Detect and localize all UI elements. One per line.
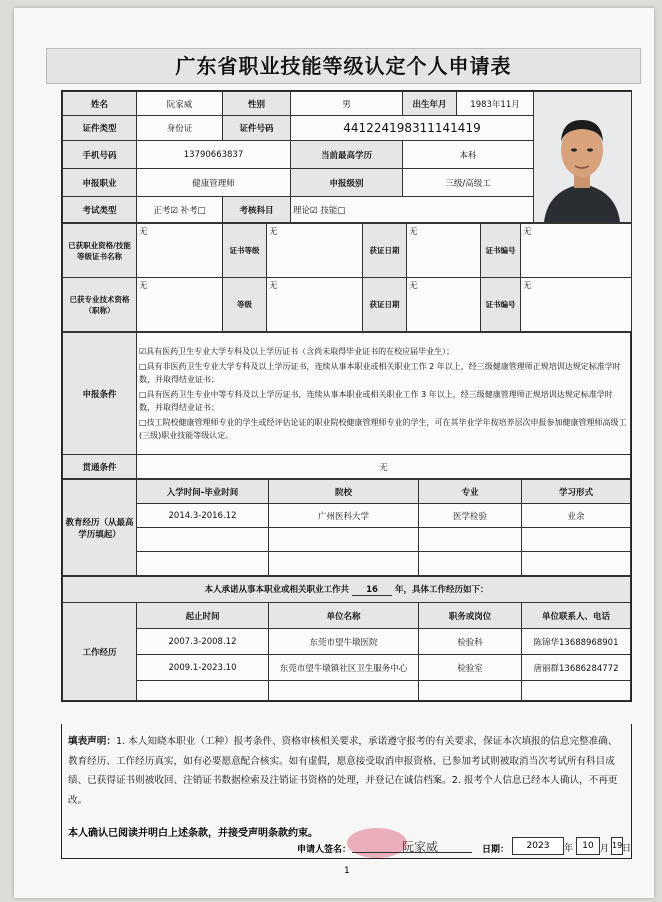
- name-value: 阮家威: [137, 92, 223, 116]
- edu-label: 当前最高学历: [291, 141, 403, 169]
- name-label: 姓名: [63, 92, 137, 116]
- condition-item-1: ☑具有医药卫生专业大学专科及以上学历证书（含尚未取得毕业证书的在校应届毕业生）；: [139, 347, 455, 356]
- date-day: 19: [611, 837, 623, 855]
- date-month-suffix: 月: [600, 844, 610, 854]
- cert-no-label: 证书编号: [481, 224, 521, 278]
- work-header-contact: 单位联系人、电话: [522, 603, 631, 629]
- id-no-label: 证件号码: [223, 116, 291, 141]
- edu-row-1-major: 医学检验: [419, 504, 522, 528]
- tech-date-label: 获证日期: [363, 278, 407, 332]
- tech-no: 无: [521, 278, 632, 332]
- tech-label: 已获专业技术资格（职称）: [63, 278, 137, 332]
- work-row-1-time: 2007.3-2008.12: [137, 629, 269, 655]
- cert-date-label: 获证日期: [363, 224, 407, 278]
- date-day-suffix: 日: [622, 844, 632, 854]
- work-years-prefix: 本人承诺从事本职业或相关职业工作共: [204, 585, 350, 595]
- conditions-table: [62, 332, 631, 479]
- education-label: 教育经历（从最高学历填起）: [63, 480, 137, 576]
- edu-row-2-major: [419, 528, 522, 552]
- declaration-heading: 填表声明：: [68, 736, 116, 747]
- job-label: 申报职业: [63, 169, 137, 197]
- tech-level: 无: [267, 278, 363, 332]
- declaration-confirm: 本人确认已阅读并明白上述条款，并接受声明条款约束。: [68, 828, 318, 839]
- portrait-icon: [534, 92, 630, 222]
- work-row-3-post: [419, 681, 522, 701]
- work-header-unit: 单位名称: [269, 603, 419, 629]
- edu-row-1-form: 业余: [522, 504, 631, 528]
- tech-level-label: 等级: [223, 278, 267, 332]
- date-label: 日期：: [482, 845, 510, 855]
- level-label: 申报级别: [291, 169, 403, 197]
- cert-no: 无: [521, 224, 632, 278]
- signature-label: 申请人签名：: [297, 845, 352, 855]
- work-row-1-post: 检验科: [419, 629, 522, 655]
- work-header-time: 起止时间: [137, 603, 269, 629]
- work-years-line: [63, 577, 631, 603]
- work-row-2-post: 检验室: [419, 655, 522, 681]
- birth-label: 出生年月: [403, 92, 457, 116]
- tech-name: 无: [137, 278, 223, 332]
- cert-date: 无: [407, 224, 481, 278]
- id-no-value: 441224198311141419: [291, 116, 534, 141]
- through-value: 无: [137, 455, 631, 479]
- work-label: 工作经历: [63, 603, 137, 701]
- work-years-suffix: 年，具体工作经历如下：: [394, 585, 489, 595]
- handwritten-signature: 阮家威: [402, 840, 439, 854]
- certificates-table: [62, 223, 632, 332]
- education-table: [62, 479, 631, 576]
- declaration-body: 1. 本人知晓本职业（工种）报考条件、资格审核相关要求，承诺遵守报考的有关要求，保证本次填报的信息完整准确、教育经历、工作经历真实，如有必要愿意配合核实。如有虚假，愿意接受取消申报资格、已参加考试则被取消当次考试所有科目成绩、已获得证书则被收回、注销证书数据检索及注销证书资格的处理，并登记在诚信档案。2. 报考个人信息已经本人确认，不再更改。: [68, 736, 618, 806]
- work-row-1-unit: 东莞市望牛墩医院: [269, 629, 419, 655]
- work-table: [62, 576, 631, 701]
- application-form: [61, 90, 632, 702]
- cert-label: 已获职业资格/技能等级证书名称: [63, 224, 137, 278]
- cert-level-label: 证书等级: [223, 224, 267, 278]
- edu-row-2-time: [137, 528, 269, 552]
- job-value: 健康管理师: [137, 169, 291, 197]
- edu-row-2-form: [522, 528, 631, 552]
- form-title: 广东省职业技能等级认定个人申请表: [46, 48, 641, 84]
- gender-value: 男: [291, 92, 403, 116]
- edu-row-2-school: [269, 528, 419, 552]
- condition-item-4: □技工院校健康管理师专业的学生或经评估论证的职业院校健康管理师专业的学生，可在其毕业学年按培养层次申报参加健康管理师高级工(三级)职业技能等级认定。: [139, 418, 627, 440]
- edu-header-school: 院校: [269, 480, 419, 504]
- edu-row-3-major: [419, 552, 522, 576]
- edu-row-1-time: 2014.3-2016.12: [137, 504, 269, 528]
- date-year-suffix: 年: [564, 844, 574, 854]
- condition-item-3: □具有医药卫生专业中等专科及以上学历证书，连续从事本职业或相关职业工作 3 年以上，经三级健康管理师正规培训达规定标准学时数，并取得结业证书；: [139, 390, 613, 412]
- phone-label: 手机号码: [63, 141, 137, 169]
- edu-value: 本科: [403, 141, 534, 169]
- work-row-3-time: [137, 681, 269, 701]
- date-month: 10: [576, 837, 600, 855]
- edu-row-3-time: [137, 552, 269, 576]
- work-header-post: 职务或岗位: [419, 603, 522, 629]
- conditions-label: 申报条件: [63, 333, 137, 455]
- level-value: 三级/高级工: [403, 169, 534, 197]
- edu-header-form: 学习形式: [522, 480, 631, 504]
- gender-label: 性别: [223, 92, 291, 116]
- birth-value: 1983年11月: [457, 92, 534, 116]
- work-row-3-unit: [269, 681, 419, 701]
- cert-level: 无: [267, 224, 363, 278]
- signature-line: [352, 852, 472, 853]
- declaration-section: [61, 724, 632, 859]
- edu-row-3-form: [522, 552, 631, 576]
- subject-label: 考核科目: [223, 197, 291, 223]
- work-row-2-time: 2009.1-2023.10: [137, 655, 269, 681]
- subject-value: 理论☑ 技能□: [291, 197, 534, 223]
- id-type-label: 证件类型: [63, 116, 137, 141]
- exam-type-value: 正考☑ 补考□: [137, 197, 223, 223]
- work-row-1-contact: 陈锦华13688968901: [522, 629, 631, 655]
- edu-row-1-school: 广州医科大学: [269, 504, 419, 528]
- personal-info-table: [62, 91, 632, 223]
- tech-no-label: 证书编号: [481, 278, 521, 332]
- declaration-text: [68, 732, 625, 810]
- tech-date: 无: [407, 278, 481, 332]
- date-year: 2023: [512, 837, 564, 855]
- phone-value: 13790663837: [137, 141, 291, 169]
- work-row-2-contact: 唐丽群13686284772: [522, 655, 631, 681]
- edu-header-time: 入学时间-毕业时间: [137, 480, 269, 504]
- work-row-2-unit: 东莞市望牛墩镇社区卫生服务中心: [269, 655, 419, 681]
- fingerprint-seal: [347, 828, 407, 858]
- id-type-value: 身份证: [137, 116, 223, 141]
- work-years-value: 16: [352, 585, 392, 596]
- page-number: 1: [344, 866, 350, 876]
- edu-header-major: 专业: [419, 480, 522, 504]
- through-label: 贯通条件: [63, 455, 137, 479]
- condition-item-2: □具有非医药卫生专业大学专科及以上学历证书，连续从事本职业或相关职业工作 2 年以上，经三级健康管理师正规培训达规定标准学时数，并取得结业证书；: [139, 362, 621, 384]
- work-row-3-contact: [522, 681, 631, 701]
- applicant-photo: [534, 92, 632, 223]
- exam-type-label: 考试类型: [63, 197, 137, 223]
- edu-row-3-school: [269, 552, 419, 576]
- cert-name: 无: [137, 224, 223, 278]
- conditions-list: [137, 333, 631, 455]
